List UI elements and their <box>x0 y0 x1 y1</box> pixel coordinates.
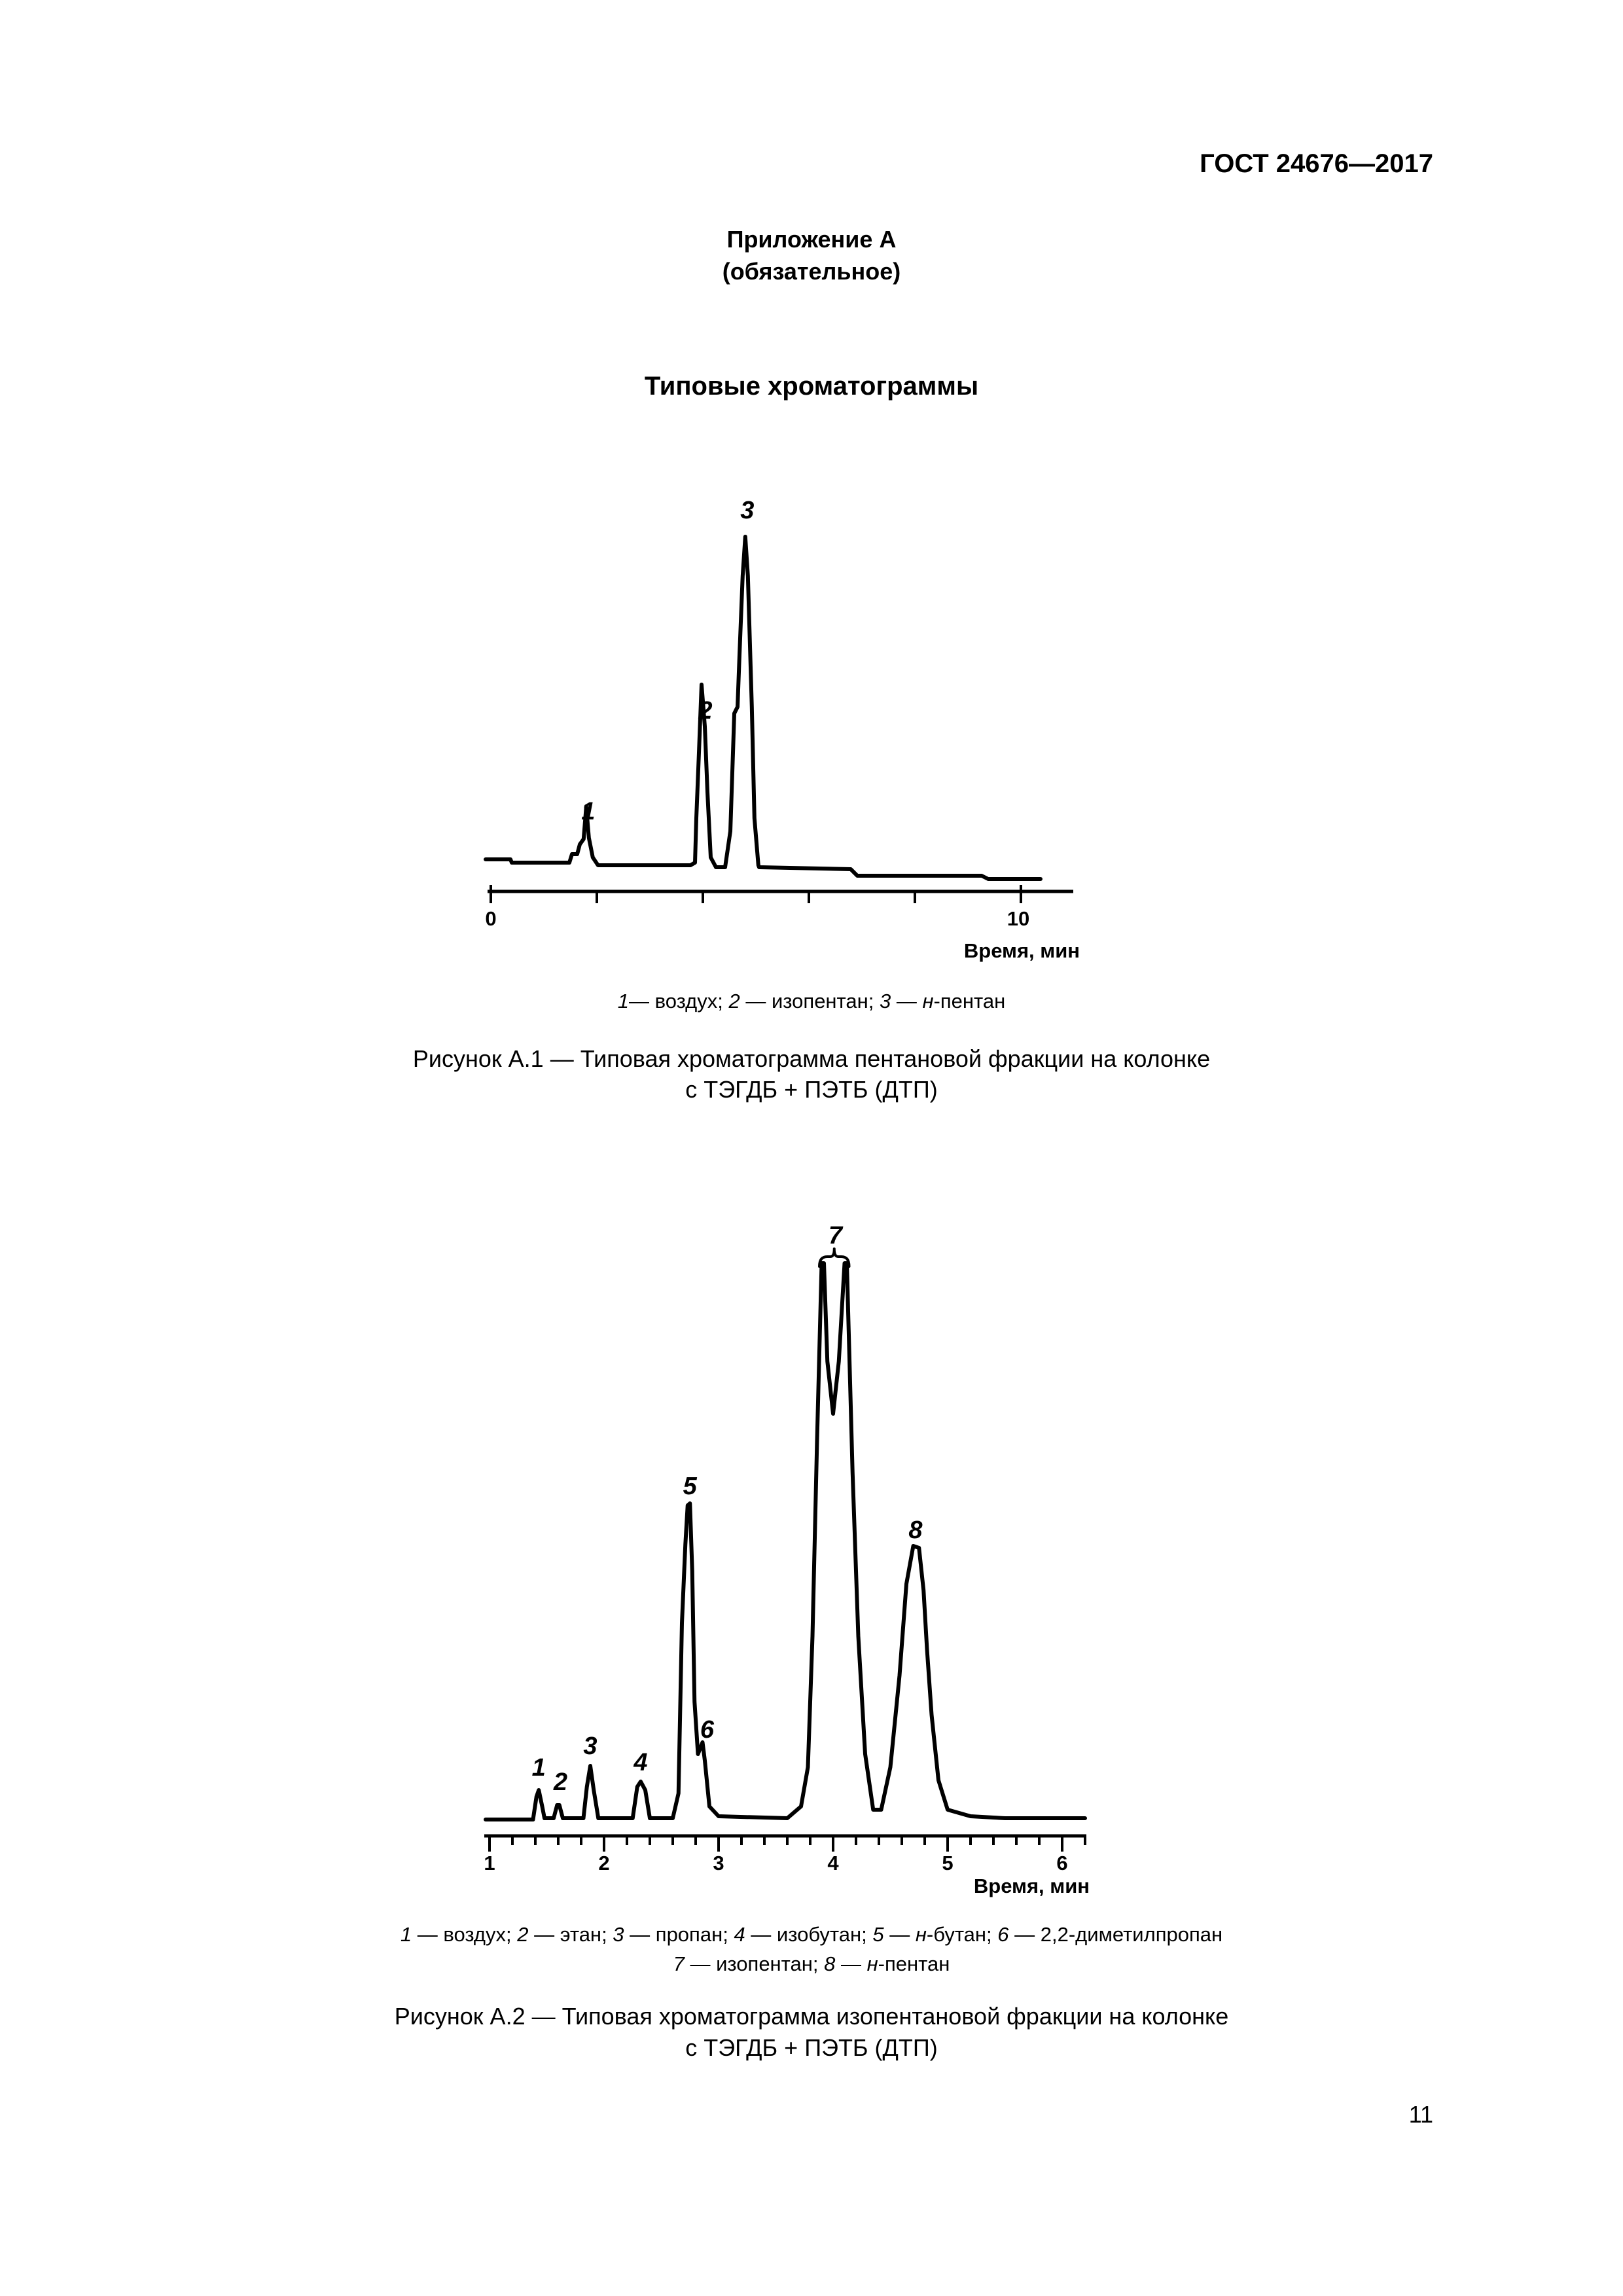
figure1-caption-line1: Рисунок А.1 — Типовая хроматограмма пентановой фракции на колонке <box>412 1045 1211 1072</box>
chart2-peak-label-2: 2 <box>553 1768 568 1796</box>
legend-item-1: 1 — воздух <box>400 1923 506 1946</box>
figure2-legend-line2: 7 — изопентан; 8 — н-пентан <box>673 1952 950 1975</box>
chart2-x-axis-label: Время, мин <box>973 1874 1090 1897</box>
legend-item-2: 2 — изопентан <box>728 990 868 1013</box>
chart2-x-tick-label: 4 <box>827 1852 839 1874</box>
chart2-x-tick-label: 2 <box>598 1852 610 1874</box>
chart2-peak-label-8: 8 <box>908 1516 923 1544</box>
page-number: 11 <box>1408 2101 1433 2128</box>
chart2-peak-label-3: 3 <box>583 1732 597 1760</box>
chart1-peak-label-3: 3 <box>740 497 755 524</box>
chart2-peak-label-6: 6 <box>700 1716 715 1744</box>
chart2-x-tick-label: 5 <box>942 1852 954 1874</box>
chart1-x-tick-label: 10 <box>1007 907 1030 930</box>
figure2-legend-line1: 1 — воздух; 2 — этан; 3 — пропан; 4 — изобутан; 5 — н-бутан; 6 — 2,2-диметилпропан <box>400 1923 1223 1946</box>
legend-item-6: 6 — 2,2-диметилпропан <box>997 1923 1223 1946</box>
legend-item-8: 8 — н-пентан <box>824 1952 950 1975</box>
figure2-caption-line2: с ТЭГДБ + ПЭТБ (ДТП) <box>685 2034 938 2061</box>
chart1-x-tick-label: 0 <box>485 907 497 930</box>
figure1-legend: 1— воздух; 2 — изопентан; 3 — н-пентан <box>617 990 1006 1013</box>
chart2-x-tick-label: 1 <box>484 1852 495 1874</box>
legend-item-5: 5 — н-бутан <box>872 1923 987 1946</box>
chart2-peak-label-5: 5 <box>683 1473 697 1500</box>
chart2-peak-label-1: 1 <box>531 1754 546 1782</box>
annex-title: Приложение А <box>726 226 897 253</box>
legend-item-3: 3 — н-пентан <box>880 990 1006 1013</box>
chart2-peak-label-4: 4 <box>633 1749 648 1776</box>
chart2-x-tick-label: 3 <box>713 1852 724 1874</box>
chart2-peak-label-7: 7 <box>828 1222 843 1249</box>
legend-item-1: 1— воздух <box>617 990 718 1013</box>
section-title: Типовые хроматограммы <box>644 372 979 401</box>
chromatogram-2-trace <box>486 1263 1085 1820</box>
legend-item-2: 2 — этан <box>517 1923 602 1946</box>
legend-item-3: 3 — пропан <box>613 1923 723 1946</box>
annex-status: (обязательное) <box>722 258 901 285</box>
document-code: ГОСТ 24676—2017 <box>1200 149 1433 178</box>
legend-item-7: 7 — изопентан <box>673 1952 813 1975</box>
figure1-caption-line2: с ТЭГДБ + ПЭТБ (ДТП) <box>685 1076 938 1103</box>
chart1-x-axis-label: Время, мин <box>963 939 1080 962</box>
figure2-caption-line1: Рисунок А.2 — Типовая хроматограмма изопентановой фракции на колонке <box>394 2003 1229 2030</box>
chart2-x-tick-label: 6 <box>1056 1852 1068 1874</box>
chart1-peak-label-2: 2 <box>698 697 713 725</box>
chart1-peak-label-1: 1 <box>581 798 596 825</box>
legend-item-4: 4 — изобутан <box>734 1923 862 1946</box>
